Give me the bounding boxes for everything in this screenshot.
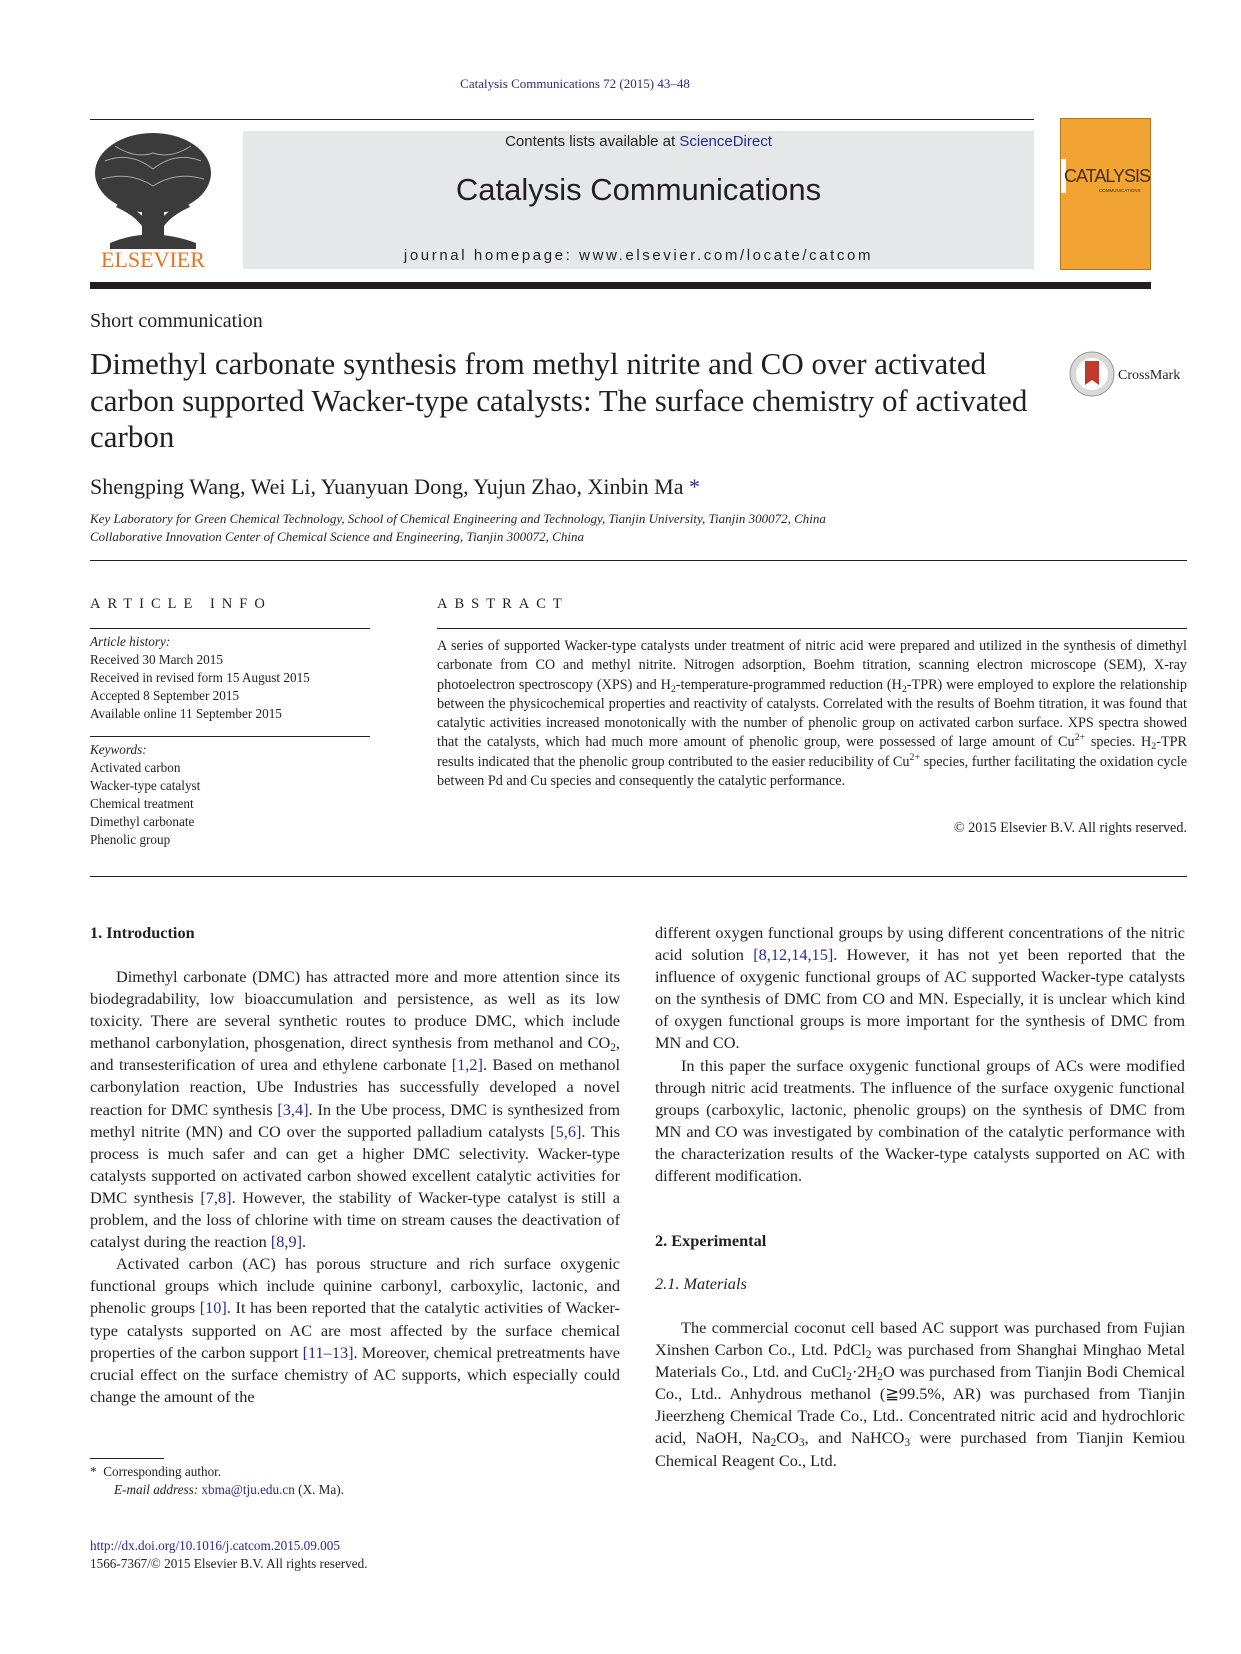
elsevier-tree-logo: [90, 131, 216, 271]
intro-left-column: [90, 966, 620, 1408]
header-thick-rule: [90, 282, 1151, 289]
journal-reference[interactable]: Catalysis Communications 72 (2015) 43–48: [460, 76, 690, 91]
intro-right-column: [655, 922, 1185, 1187]
citation-link[interactable]: [1,2]: [451, 1055, 483, 1075]
journal-cover: [1060, 118, 1151, 270]
info-rule-top: [90, 628, 370, 629]
crossmark-label: CrossMark: [1118, 368, 1181, 383]
citation-link[interactable]: [8,9]: [270, 1232, 303, 1252]
abstract-copyright: © 2015 Elsevier B.V. All rights reserved.: [953, 820, 1187, 836]
elsevier-wordmark: ELSEVIER: [101, 247, 205, 271]
article-title: Dimethyl carbonate synthesis from methyl nitrite and CO over activated carbon supported Wacker-type catalysts: The surface chemistry of activated carbon: [90, 346, 1028, 454]
doi-link[interactable]: http://dx.doi.org/10.1016/j.catcom.2015.09.005: [90, 1538, 340, 1553]
journal-homepage[interactable]: journal homepage: www.elsevier.com/locate/catcom: [403, 247, 874, 264]
journal-name: Catalysis Communications: [455, 172, 822, 207]
issn-copyright: 1566-7367/© 2015 Elsevier B.V. All rights reserved.: [90, 1556, 368, 1571]
corresponding-author-mark[interactable]: *: [688, 474, 700, 499]
crossmark-icon: [1069, 351, 1115, 397]
footnote-corresponding: * Corresponding author.: [90, 1464, 222, 1479]
intro-paragraph-3: different oxygen functional groups by using different concentrations of the nitric acid solution [8,12,14,15]. However, it has not yet been reported that the influence of oxygenic functional groups of AC supported Wacker-type catalysts on the synthesis of DMC from CO and MN. Especially, it is unclear which kind of oxygen functional groups is more important for the synthesis of DMC from MN and CO.: [655, 923, 1185, 1053]
article-type: Short communication: [90, 310, 263, 332]
abstract-rule: [437, 628, 1187, 629]
title-rule: [90, 560, 1187, 561]
history-received: Received 30 March 2015: [90, 652, 223, 667]
citation-link[interactable]: [10]: [199, 1298, 227, 1318]
abstract-heading: ABSTRACT: [437, 596, 569, 612]
keyword-item: Dimethyl carbonate: [90, 814, 195, 829]
keyword-item: Wacker-type catalyst: [90, 778, 201, 793]
article-info-heading: ARTICLE INFO: [90, 596, 272, 612]
citation-link[interactable]: [5,6]: [550, 1121, 582, 1141]
authors: Shengping Wang, Wei Li, Yuanyuan Dong, Yujun Zhao, Xinbin Ma: [90, 474, 684, 499]
citation-link[interactable]: [3,4]: [277, 1099, 309, 1119]
keywords-label: Keywords:: [90, 742, 147, 757]
keyword-item: Phenolic group: [90, 832, 171, 847]
email-link[interactable]: xbma@tju.edu.cn: [201, 1482, 295, 1497]
footnote-email: E-mail address: xbma@tju.edu.cn (X. Ma).: [114, 1482, 344, 1497]
article-history: [90, 633, 370, 723]
crossmark-badge[interactable]: [1069, 351, 1189, 401]
history-revised: Received in revised form 15 August 2015: [90, 670, 310, 685]
history-label: Article history:: [90, 634, 171, 649]
citation-link[interactable]: [7,8]: [200, 1187, 232, 1207]
footnote: [90, 1463, 344, 1499]
cover-subtitle: COMMUNICATIONS: [1099, 188, 1141, 193]
affiliation-1: Key Laboratory for Green Chemical Technology, School of Chemical Engineering and Technology, Tianjin University, Tianjin 300072, China: [90, 511, 826, 526]
doi-block: [90, 1537, 368, 1573]
section-heading-introduction: 1. Introduction: [90, 923, 195, 942]
footnote-rule: [90, 1458, 164, 1459]
subsection-heading-materials: 2.1. Materials: [655, 1274, 747, 1293]
keywords: [90, 741, 370, 849]
history-accepted: Accepted 8 September 2015: [90, 688, 240, 703]
abstract-text: A series of supported Wacker-type catalysts under treatment of nitric acid were prepared and utilized in the synthesis of dimethyl carbonate from CO and methyl nitrite. Nitrogen adsorption, Boehm titration, scanning electron microscope (SEM), X-ray photoelectron spectroscopy (XPS) and $H_2-temperature$-programmed reduction $(H_2-TPR)$ were employed to explore the relationship between the physicochemical properties and reactivity of catalysts. Correlated with the results of Boehm titration, it was found that catalytic activities increased monotonically with the number of phenolic group on activated carbon surface. XPS spectra showed that the catalysts, which had much more amount of phenolic group, were possessed of large amount of $Cu^{2+}$ species. $H_2$-TPR results indicated that the phenolic group contributed to the easier reducibility of $Cu^{2+}$ species, further facilitating the oxidation cycle between Pd and Cu species and consequently the catalytic performance.: [437, 638, 1188, 790]
section-heading-experimental: 2. Experimental: [655, 1231, 767, 1250]
cover-title: CATALYSIS: [1064, 166, 1151, 186]
journal-banner: [243, 131, 1034, 269]
keyword-item: Chemical treatment: [90, 796, 194, 811]
history-online: Available online 11 September 2015: [90, 706, 282, 721]
contents-prefix: Contents lists available at: [505, 133, 680, 150]
affiliation-2: Collaborative Innovation Center of Chemical Science and Engineering, Tianjin 300072, China: [90, 529, 584, 544]
citation-link[interactable]: [8,12,14,15]: [753, 945, 834, 965]
author-list: [90, 474, 700, 500]
contents-availability: [243, 133, 1034, 150]
sciencedirect-link[interactable]: ScienceDirect: [679, 133, 772, 150]
intro-paragraph-4: In this paper the surface oxygenic functional groups of ACs were modified through nitric acid treatments. The influence of the surface oxygenic functional groups (carboxylic, lactonic, phenolic groups) on the synthesis of DMC from MN and CO was investigated by combination of the catalytic performance with the characterization results of the Wacker-type catalysts supported on AC with different modification.: [655, 1055, 1185, 1186]
intro-paragraph-2: Activated carbon (AC) has porous structure and rich surface oxygenic functional groups which include quinine carbonyl, carboxylic, lactonic, and phenolic groups [10]. It has been reported that the catalytic activities of Wacker-type catalysts supported on AC are most affected by the surface chemical properties of the carbon support [11–13]. Moreover, chemical pretreatments have crucial effect on the surface chemistry of AC supports, which especially could change the amount of the: [90, 1254, 621, 1406]
intro-paragraph-1: Dimethyl carbonate (DMC) has attracted more and more attention since its biodegradability, low bioaccumulation and persistence, as well as its low toxicity. There are several synthetic routes to produce DMC, which include methanol carbonylation, phosgenation, direct synthesis from methanol and $CO_2$, and transesterification of urea and ethylene carbonate [1,2]. Based on methanol carbonylation reaction, Ube Industries has successfully developed a novel reaction for DMC synthesis [3,4]. In the Ube process, DMC is synthesized from methyl nitrite (MN) and CO over the supported palladium catalysts [5,6]. This process is much safer and can get a higher DMC selectivity. Wacker-type catalysts supported on activated carbon showed excellent catalytic activities for DMC synthesis [7,8]. However, the stability of Wacker-type catalyst is still a problem, and the loss of chlorine with time on stream causes the deactivation of catalyst during the reaction [8,9].: [90, 967, 621, 1252]
materials-column: [655, 1317, 1185, 1472]
info-rule-mid: [90, 736, 370, 737]
keyword-item: Activated carbon: [90, 760, 181, 775]
header-rule: [90, 119, 1034, 120]
abstract-bottom-rule: [90, 876, 1187, 877]
citation-link[interactable]: [11–13]: [302, 1342, 354, 1362]
materials-paragraph: The commercial coconut cell based AC support was purchased from Fujian Xinshen Carbon Co., Ltd. PdCl$_2$ was purchased from Shanghai Minghao Metal Materials Co., Ltd. and $CuCl_2\cdot 2H_2O$ was purchased from Tianjin Bodi Chemical Co., Ltd.. Anhydrous methanol (≧99.5%, AR) was purchased from Tianjin Jieerzheng Chemical Trade Co., Ltd.. Concentrated nitric acid and hydrochloric acid, NaOH, $Na_2CO_3$, and NaHCO$_3$ were purchased from Tianjin Kemiou Chemical Reagent Co., Ltd.: [655, 1318, 1185, 1470]
